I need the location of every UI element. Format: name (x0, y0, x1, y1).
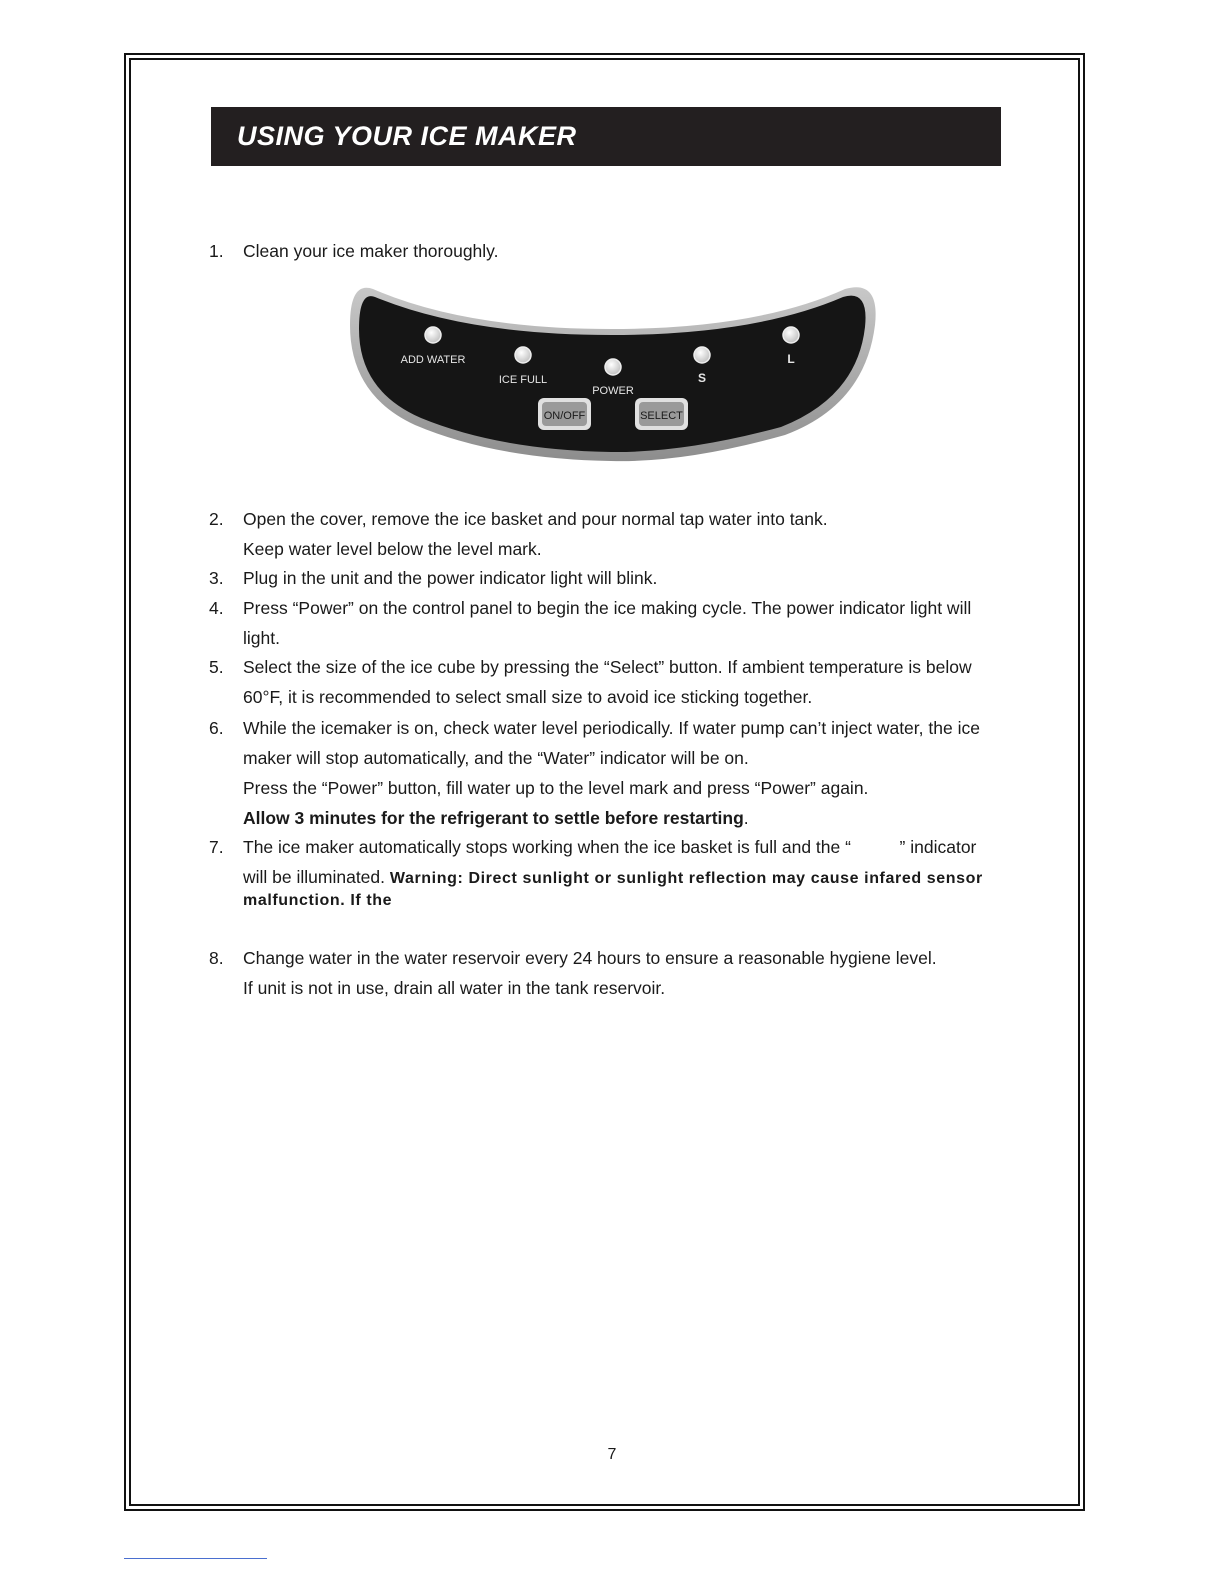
large-size-indicator-light (783, 327, 799, 343)
step-number: 6. (209, 718, 224, 738)
step-text: Clean your ice maker thoroughly. (243, 241, 499, 261)
control-panel-illustration (345, 285, 885, 465)
sunlight-warning: Warning: Direct sunlight or sunlight reflection may cause infared sensor (389, 870, 983, 887)
restart-caution: Allow 3 minutes for the refrigerant to settle before restarting (243, 808, 744, 828)
power-indicator-label: POWER (592, 385, 634, 397)
section-title: USING YOUR ICE MAKER (237, 121, 577, 151)
ice-full-indicator-light (515, 347, 531, 363)
step-text: 60°F, it is recommended to select small size to avoid ice sticking together. (243, 687, 813, 707)
on-off-button[interactable] (538, 398, 591, 430)
small-size-indicator-light (694, 347, 710, 363)
step-text: Keep water level below the level mark. (243, 539, 542, 559)
sunlight-warning-continued: malfunction. If the (243, 892, 393, 909)
step-text: Press the “Power” button, fill water up to the level mark and press “Power” again. (243, 778, 869, 798)
step-text: The ice maker automatically stops working when the ice basket is full and the “ ” indicator (243, 837, 977, 857)
step-number: 5. (209, 657, 224, 677)
step-7-warning-block (243, 867, 1023, 911)
step-text: Open the cover, remove the ice basket and pour normal tap water into tank. (243, 509, 828, 529)
step-number: 3. (209, 568, 224, 588)
step-number: 1. (209, 241, 224, 261)
ice-full-indicator-label: ICE FULL (498, 374, 548, 386)
section-header (211, 107, 1001, 166)
step-text: Select the size of the ice cube by pressing the “Select” button. If ambient temperature is below (243, 657, 972, 677)
select-button[interactable] (635, 398, 688, 430)
step-text: Press “Power” on the control panel to begin the ice making cycle. The power indicator light will (243, 598, 972, 618)
step-number: 4. (209, 598, 224, 618)
add-water-indicator-label: ADD WATER (400, 354, 466, 366)
step-text: Plug in the unit and the power indicator light will blink. (243, 568, 658, 588)
step-text: While the icemaker is on, check water level periodically. If water pump can’t inject water, the ice (243, 718, 980, 738)
step-number: 7. (209, 837, 224, 857)
step-text: will be illuminated. (243, 867, 390, 887)
restart-caution-period: . (743, 808, 749, 828)
small-size-indicator-label: S (697, 371, 707, 385)
add-water-indicator-light (425, 327, 441, 343)
large-size-indicator-label: L (787, 352, 795, 366)
step-number: 8. (209, 948, 224, 968)
step-text: If unit is not in use, drain all water in the tank reservoir. (243, 978, 666, 998)
page-number: 7 (607, 1446, 617, 1463)
on-off-button-label: ON/OFF (543, 410, 586, 422)
step-number: 2. (209, 509, 224, 529)
power-indicator-light (605, 359, 621, 375)
footer-rule (124, 1558, 267, 1559)
select-button-label: SELECT (640, 410, 683, 422)
step-text: light. (243, 628, 280, 648)
step-text: maker will stop automatically, and the “Water” indicator will be on. (243, 748, 749, 768)
step-text: Change water in the water reservoir every 24 hours to ensure a reasonable hygiene level. (243, 948, 937, 968)
